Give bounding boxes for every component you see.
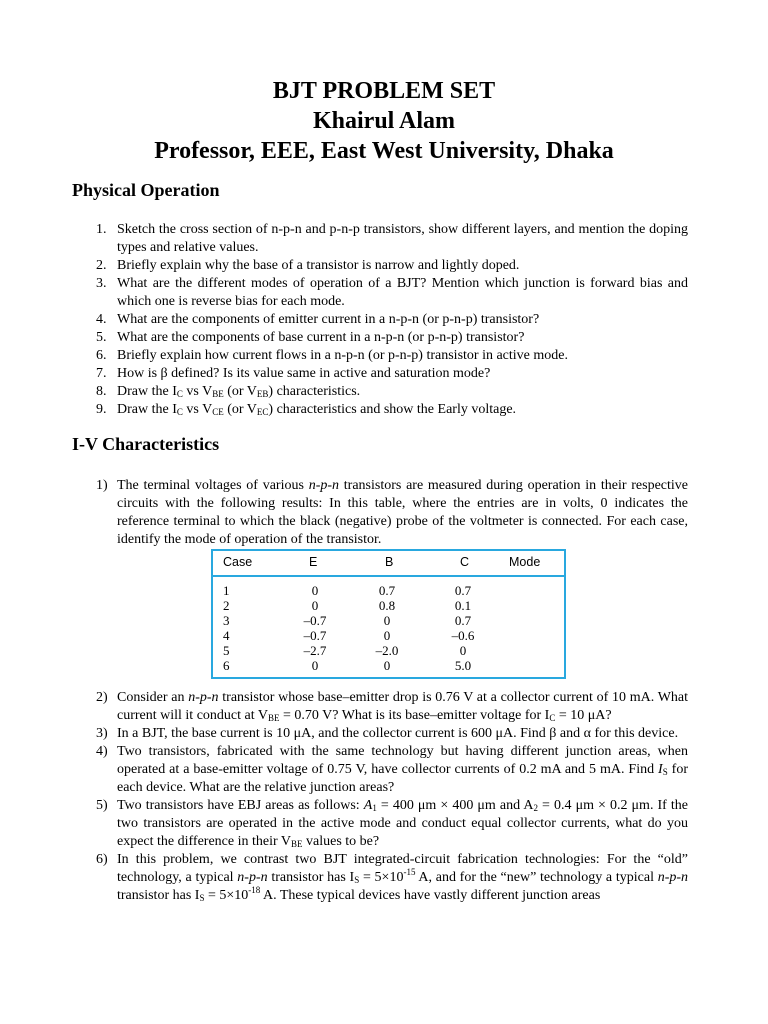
table-cell: 0 [383, 613, 391, 628]
italic-text: n-p-n [237, 870, 268, 885]
table-cell: 3 [223, 613, 230, 628]
subscript: C [549, 713, 556, 723]
item-text: How is β defined? Is its value same in active and saturation mode? [117, 366, 491, 381]
text-run: transistor whose base–emitter drop is 0.76 V at a collector current of 10 mA. What current will it conduct at V [117, 690, 689, 723]
list-item [0, 275, 768, 311]
text-run: for each device. What are the relative junction areas? [117, 762, 688, 795]
table-cell: 0 [311, 583, 319, 598]
item-number: 4. [96, 312, 107, 327]
text-run: Consider an [117, 690, 189, 705]
text-run: A, and for the “new” technology a typical [415, 870, 658, 885]
item-number: 5) [96, 798, 108, 813]
text-run: = 0.70 V? What is its base–emitter voltage for I [279, 708, 550, 723]
table-cell: 4 [223, 628, 230, 643]
list-item [0, 743, 768, 797]
item-text: Sketch the cross section of n-p-n and p-n-p transistors, show different layers, and mention the doping types and relative values. [117, 222, 688, 255]
item-text: Briefly explain why the base of a transistor is narrow and lightly doped. [117, 258, 520, 273]
superscript: -18 [248, 885, 261, 895]
text-run: = 0.4 μm × 0.2 μm. If the two transistors are operated in the active mode and conduct equal collector currents, what do you expect the difference in their V [117, 798, 689, 849]
subscript: S [354, 875, 360, 885]
subscript: BE [212, 389, 224, 399]
subscript: BE [267, 713, 280, 723]
subscript: S [199, 893, 205, 903]
item-number: 6. [96, 348, 107, 363]
text-run: In this problem, we contrast two BJT integrated-circuit fabrication technologies: For the “old” technology, a typical [117, 852, 688, 885]
text-run: values to be? [302, 834, 380, 849]
italic-text: I [658, 762, 663, 777]
item-number: 1. [96, 222, 107, 237]
list-item [0, 689, 768, 725]
text-run: transistors are measured during operation in their respective circuits with the following results: In this table, where the entries are in volts, 0 indicates the reference terminal to which the black (negative) probe of the voltmeter is connected. For each case, identify the mode of operation of the transistor. [117, 478, 688, 547]
table-cell: 1 [223, 583, 230, 598]
subscript: C [176, 407, 183, 417]
subscript: EC [256, 407, 269, 417]
italic-text: A [363, 798, 373, 813]
italic-text: n-p-n [308, 478, 340, 493]
subscript: C [176, 389, 183, 399]
item-number: 7. [96, 366, 107, 381]
title-block [0, 76, 768, 166]
item-text: Briefly explain how current flows in a n-p-n (or p-n-p) transistor in active mode. [117, 348, 568, 363]
column-header: Case [223, 555, 253, 569]
table-cell: 6 [223, 658, 230, 673]
item-text: What are the different modes of operation of a BJT? Mention which junction is forward bias and which one is reverse bias for each mode. [117, 276, 688, 309]
column-header: Mode [509, 555, 541, 569]
item-number: 3. [96, 276, 107, 291]
text-run: Draw the I [117, 402, 177, 417]
superscript: -15 [403, 867, 416, 877]
table-cell: –2.0 [375, 643, 399, 658]
table-row [213, 583, 564, 599]
table-cell: 0.1 [454, 598, 472, 613]
table-cell: –0.6 [451, 628, 475, 643]
item-number: 6) [96, 852, 108, 867]
text-run: = 10 μA? [555, 708, 612, 723]
item-text: What are the components of base current in a n-p-n (or p-n-p) transistor? [117, 330, 525, 345]
list-item [0, 221, 768, 257]
subscript: BE [291, 839, 303, 849]
text-run: The terminal voltages of various [117, 478, 309, 493]
table-cell: 0 [383, 658, 391, 673]
table-cell: 2 [223, 598, 230, 613]
text-run: Two transistors, fabricated with the same technology but having different junction areas, when operated at a base-emitter voltage of 0.75 V, have collector currents of 0.2 mA and 5 mA. Find [117, 744, 688, 777]
text-run: Draw the I [117, 384, 177, 399]
table-cell: 0.7 [454, 613, 472, 628]
table-row [213, 658, 564, 674]
list-item [0, 257, 768, 275]
subscript: EB [256, 389, 269, 399]
item-number: 1) [96, 478, 108, 493]
terminal-voltage-table [211, 549, 566, 679]
item-number: 2. [96, 258, 107, 273]
section-heading-iv-characteristics: I-V Characteristics [72, 434, 220, 454]
italic-text: n-p-n [657, 870, 689, 885]
table-cell: 0.7 [378, 583, 396, 598]
column-header: C [460, 555, 470, 569]
item-number: 3) [96, 726, 108, 741]
text-run: ) characteristics and show the Early voltage. [268, 402, 517, 417]
author-affiliation: Professor, EEE, East West University, Dhaka [154, 138, 614, 164]
table-cell: 0 [459, 643, 467, 658]
italic-text: n-p-n [188, 690, 219, 705]
list-item [0, 347, 768, 365]
list-item [0, 311, 768, 329]
text-run: transistor has I [267, 870, 355, 885]
list-item [0, 401, 768, 419]
table-header [213, 551, 564, 577]
text-run: vs V [182, 384, 213, 399]
subscript: S [662, 767, 668, 777]
text-run: (or V [223, 402, 257, 417]
iv-questions-2-6 [0, 689, 768, 905]
author-name: Khairul Alam [312, 108, 456, 134]
table-cell: 0 [383, 628, 391, 643]
text-run: Two transistors have EBJ areas as follows: [117, 798, 364, 813]
subscript: 2 [533, 803, 538, 813]
column-header: E [309, 555, 318, 569]
table-cell: –2.7 [303, 643, 327, 658]
table-row [213, 598, 564, 614]
physical-operation-list [0, 221, 768, 419]
table-cell: –0.7 [303, 613, 327, 628]
text-run: = 5×10 [204, 888, 249, 903]
table-cell: 0.7 [454, 583, 472, 598]
list-item [0, 851, 768, 905]
list-item [0, 797, 768, 851]
item-text: What are the components of emitter current in a n-p-n (or p-n-p) transistor? [117, 312, 540, 327]
table-cell: 0.8 [378, 598, 396, 613]
text-run: ) characteristics. [268, 384, 361, 399]
section-heading-physical-operation: Physical Operation [72, 180, 220, 200]
table-cell: 0 [311, 658, 319, 673]
table-cell: –0.7 [303, 628, 327, 643]
text-run: A. These typical devices have vastly different junction areas [260, 888, 601, 903]
table-cell: 0 [311, 598, 319, 613]
item-number: 2) [96, 690, 108, 705]
text-run: = 400 μm × 400 μm and A [376, 798, 534, 813]
table-row [213, 628, 564, 644]
text-run: vs V [182, 402, 213, 417]
table-cell: 5.0 [454, 658, 472, 673]
document-title: BJT PROBLEM SET [272, 78, 496, 104]
text-run: = 5×10 [359, 870, 404, 885]
list-item [0, 329, 768, 347]
list-item [0, 477, 768, 549]
subscript: CE [212, 407, 224, 417]
list-item [0, 365, 768, 383]
table-row [213, 613, 564, 629]
item-number: 9. [96, 402, 107, 417]
table-cell: 5 [223, 643, 230, 658]
table-row [213, 643, 564, 659]
text-run: (or V [223, 384, 257, 399]
item-text: In a BJT, the base current is 10 μA, and the collector current is 600 μA. Find β and α for this device. [117, 726, 679, 741]
list-item [0, 383, 768, 401]
item-number: 5. [96, 330, 107, 345]
iv-question-1 [0, 477, 768, 549]
item-number: 4) [96, 744, 108, 759]
list-item [0, 725, 768, 743]
subscript: 1 [372, 803, 377, 813]
column-header: B [385, 555, 394, 569]
text-run: transistor has I [117, 888, 200, 903]
item-number: 8. [96, 384, 107, 399]
